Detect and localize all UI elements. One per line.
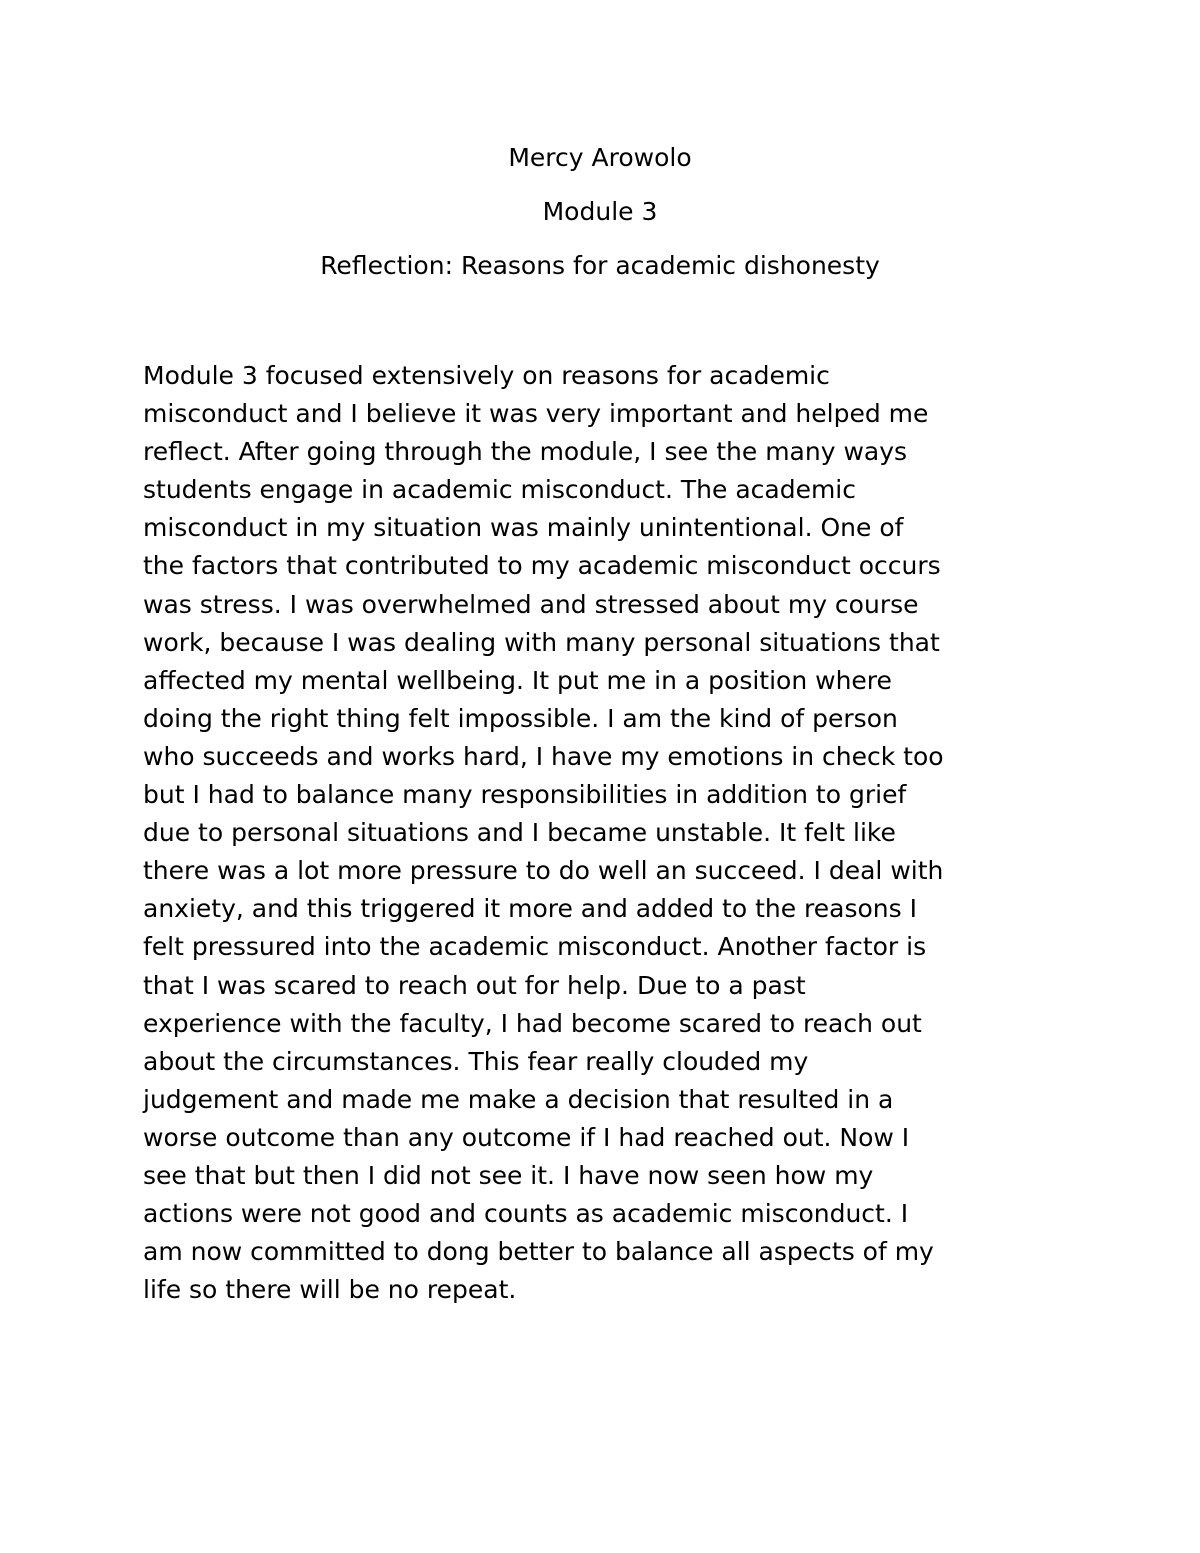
paragraph-line: who succeeds and works hard, I have my emotions in check too [143, 741, 944, 771]
paragraph-line: life so there will be no repeat. [143, 1275, 517, 1305]
paragraph-line: the factors that contributed to my academic misconduct occurs [143, 551, 941, 581]
author-name: Mercy Arowolo [508, 143, 692, 172]
paragraph-line: felt pressured into the academic misconduct. Another factor is [143, 932, 927, 962]
paragraph-line: see that but then I did not see it. I have now seen how my [143, 1160, 874, 1190]
reflection-paragraph [143, 357, 1083, 1309]
paragraph-line: experience with the faculty, I had become scared to reach out [143, 1008, 922, 1038]
paragraph-line: was stress. I was overwhelmed and stressed about my course [143, 589, 919, 619]
paragraph-line: reflect. After going through the module, I see the many ways [143, 437, 908, 467]
paragraph-line: anxiety, and this triggered it more and added to the reasons I [143, 894, 917, 924]
paragraph-line: doing the right thing felt impossible. I am the kind of person [143, 703, 898, 733]
paragraph-line: misconduct and I believe it was very important and helped me [143, 399, 929, 429]
paragraph-line: judgement and made me make a decision that resulted in a [143, 1084, 894, 1114]
paragraph-line: students engage in academic misconduct. The academic [143, 475, 857, 505]
paragraph-line: worse outcome than any outcome if I had reached out. Now I [143, 1122, 910, 1152]
paragraph-line: misconduct in my situation was mainly unintentional. One of [143, 513, 904, 543]
paragraph-line: but I had to balance many responsibilities in addition to grief [143, 780, 907, 810]
paragraph-line: due to personal situations and I became unstable. It felt like [143, 818, 896, 848]
paragraph-line: affected my mental wellbeing. It put me in a position where [143, 665, 892, 695]
paragraph-line: that I was scared to reach out for help. Due to a past [143, 970, 806, 1000]
paragraph-line: Module 3 focused extensively on reasons for academic [143, 361, 830, 390]
module-label: Module 3 [542, 197, 658, 226]
paragraph-line: work, because I was dealing with many personal situations that [143, 627, 940, 657]
document-title: Reflection: Reasons for academic dishonesty [320, 251, 880, 280]
paragraph-line: am now committed to dong better to balance all aspects of my [143, 1237, 934, 1267]
paragraph-line: there was a lot more pressure to do well an succeed. I deal with [143, 856, 944, 886]
paragraph-line: actions were not good and counts as academic misconduct. I [143, 1199, 909, 1229]
paragraph-line: about the circumstances. This fear really clouded my [143, 1046, 809, 1076]
